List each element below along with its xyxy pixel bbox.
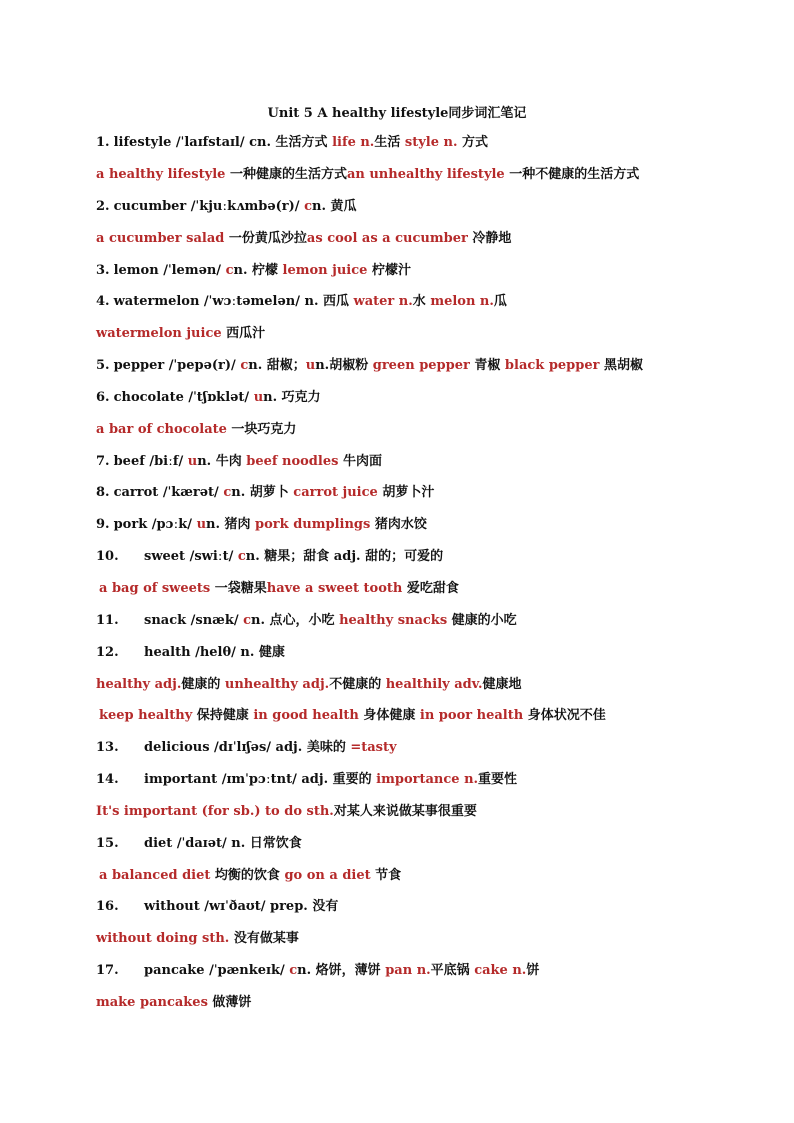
definition-text: important /ɪmˈpɔːtnt/ adj. 重要的: [144, 772, 377, 787]
phrase-text: style n.: [404, 135, 458, 150]
phrase-text: importance n.: [376, 772, 479, 787]
definition-text: snack /snæk/: [144, 613, 244, 628]
definition-text: delicious /dɪˈlɪʃəs/ adj. 美味的: [144, 740, 351, 755]
phrase-text: healthy adj.: [96, 677, 182, 692]
definition-text: without /wɪˈðaʊt/ prep. 没有: [144, 899, 339, 914]
definition-text: cucumber /ˈkjuːkʌmbə(r)/: [113, 199, 305, 214]
definition-text: 一块巧克力: [231, 422, 297, 437]
definition-text: sweet /swiːt/: [144, 549, 238, 564]
phrase-text: melon n.: [430, 294, 494, 309]
definition-text: 西瓜汁: [226, 326, 266, 341]
definition-text: diet /ˈdaɪət/ n. 日常饮食: [144, 836, 302, 851]
definition-text: pancake /ˈpænkeɪk/: [144, 963, 290, 978]
definition-text: watermelon /ˈwɔːtəmelən/ n. 西瓜: [113, 294, 354, 309]
entry-number: 10.: [96, 549, 119, 564]
definition-text: 一种不健康的生活方式: [509, 167, 640, 182]
vocab-phrase-line: [96, 325, 265, 343]
vocab-entry: [96, 644, 285, 662]
phrase-text: u: [305, 358, 316, 373]
definition-text: 胡萝卜汁: [382, 485, 435, 500]
definition-text: carrot /ˈkærət/: [113, 485, 224, 500]
definition-text: 身体状况不佳: [527, 708, 606, 723]
definition-text: 黑胡椒: [604, 358, 644, 373]
phrase-text: beef noodles: [246, 454, 343, 469]
vocab-phrase-line: [96, 676, 522, 694]
definition-text: n. 胡萝卜: [231, 485, 294, 500]
definition-text: 做薄饼: [212, 995, 252, 1010]
definition-text: n. 甜椒；: [248, 358, 306, 373]
definition-text: 没有做某事: [233, 931, 299, 946]
definition-text: n. 牛肉: [197, 454, 247, 469]
phrase-text: water n.: [353, 294, 413, 309]
entry-number: 2.: [96, 199, 110, 214]
vocab-phrase-line: [96, 166, 639, 184]
definition-text: n. 柠檬: [233, 263, 283, 278]
vocab-phrase-line: [96, 803, 477, 821]
entry-number: 1.: [96, 135, 110, 150]
entry-number: 13.: [96, 740, 119, 755]
definition-text: n. 糖果；甜食 adj. 甜的；可爱的: [245, 549, 444, 564]
phrase-text: as cool as a cucumber: [306, 231, 473, 246]
phrase-text: unhealthy adj.: [224, 677, 330, 692]
definition-text: 冷静地: [472, 231, 512, 246]
definition-text: 饼: [526, 963, 540, 978]
vocab-phrase-line: [96, 421, 296, 439]
vocab-entry: [96, 453, 382, 471]
phrase-text: c: [243, 613, 252, 628]
definition-text: 爱吃甜食: [406, 581, 459, 596]
entry-number: 5.: [96, 358, 110, 373]
vocab-entry: [96, 357, 643, 375]
phrase-text: pork dumplings: [255, 517, 375, 532]
vocab-entry: [96, 262, 411, 280]
vocab-entry: [96, 484, 434, 502]
entry-number: 9.: [96, 517, 110, 532]
phrase-text: black pepper: [504, 358, 605, 373]
entry-number: 12.: [96, 645, 119, 660]
phrase-text: c: [304, 199, 312, 214]
definition-text: beef /biːf/: [113, 454, 188, 469]
definition-text: n.胡椒粉: [315, 358, 373, 373]
definition-text: 青椒: [474, 358, 505, 373]
entry-number: 6.: [96, 390, 110, 405]
vocab-entry: [96, 962, 539, 980]
vocab-entry: [96, 771, 517, 789]
definition-text: 健康地: [482, 677, 522, 692]
phrase-text: c: [237, 549, 246, 564]
definition-text: 健康的小吃: [451, 613, 517, 628]
entry-number: 17.: [96, 963, 119, 978]
definition-text: n. 巧克力: [263, 390, 321, 405]
phrase-text: c: [225, 263, 234, 278]
phrase-text: green pepper: [372, 358, 475, 373]
definition-text: 一袋糖果: [214, 581, 267, 596]
phrase-text: a bar of chocolate: [96, 422, 232, 437]
definition-text: 节食: [375, 868, 402, 883]
entry-number: 14.: [96, 772, 119, 787]
phrase-text: c: [240, 358, 249, 373]
phrase-text: keep healthy: [99, 708, 197, 723]
entry-number: 16.: [96, 899, 119, 914]
definition-text: n. 黄瓜: [312, 199, 357, 214]
vocab-phrase-line: [96, 230, 511, 248]
definition-text: 均衡的饮食: [214, 868, 285, 883]
entry-number: 11.: [96, 613, 119, 628]
definition-text: lemon /ˈlemən/: [113, 263, 226, 278]
phrase-text: u: [187, 454, 198, 469]
phrase-text: cake n.: [474, 963, 527, 978]
definition-text: 瓜: [493, 294, 507, 309]
definition-text: 保持健康: [196, 708, 254, 723]
definition-text: chocolate /ˈtʃɒklət/: [113, 390, 254, 405]
entry-number: 7.: [96, 454, 110, 469]
definition-text: health /helθ/ n. 健康: [144, 645, 285, 660]
definition-text: lifestyle /ˈlaɪfstaɪl/ cn. 生活方式: [113, 135, 333, 150]
phrase-text: pan n.: [385, 963, 431, 978]
phrase-text: go on a diet: [284, 868, 376, 883]
vocab-entry: [96, 835, 302, 853]
phrase-text: carrot juice: [293, 485, 383, 500]
definition-text: 生活: [374, 135, 405, 150]
definition-text: 牛肉面: [342, 454, 382, 469]
definition-text: 一份黄瓜沙拉: [228, 231, 307, 246]
definition-text: 猪肉水饺: [374, 517, 427, 532]
phrase-text: healthily adv.: [385, 677, 483, 692]
phrase-text: in poor health: [419, 708, 528, 723]
vocab-entry: [96, 198, 357, 216]
definition-text: 重要性: [478, 772, 518, 787]
vocab-entry: [96, 134, 488, 152]
phrase-text: lemon juice: [282, 263, 372, 278]
phrase-text: an unhealthy lifestyle: [346, 167, 510, 182]
vocab-phrase-line: [96, 930, 299, 948]
phrase-text: without doing sth.: [96, 931, 234, 946]
definition-text: 平底锅: [430, 963, 475, 978]
phrase-text: healthy snacks: [339, 613, 452, 628]
phrase-text: u: [253, 390, 264, 405]
phrase-text: =tasty: [350, 740, 397, 755]
definition-text: pork /pɔːk/: [113, 517, 197, 532]
phrase-text: c: [289, 963, 298, 978]
definition-text: 对某人来说做某事很重要: [333, 804, 477, 819]
phrase-text: have a sweet tooth: [266, 581, 407, 596]
vocab-entry: [96, 516, 427, 534]
definition-text: pepper /ˈpepə(r)/: [113, 358, 241, 373]
phrase-text: a balanced diet: [99, 868, 215, 883]
entry-number: 4.: [96, 294, 110, 309]
definition-text: n. 烙饼，薄饼: [297, 963, 386, 978]
phrase-text: u: [196, 517, 207, 532]
entry-number: 3.: [96, 263, 110, 278]
phrase-text: c: [223, 485, 232, 500]
vocab-entry: [96, 898, 338, 916]
phrase-text: a healthy lifestyle: [96, 167, 230, 182]
vocab-entry: [96, 389, 321, 407]
phrase-text: in good health: [253, 708, 364, 723]
phrase-text: a bag of sweets: [99, 581, 215, 596]
phrase-text: life n.: [332, 135, 375, 150]
phrase-text: watermelon juice: [96, 326, 227, 341]
vocab-entry: [96, 612, 517, 630]
vocab-entry: [96, 293, 507, 311]
vocab-phrase-line: [99, 867, 401, 885]
definition-text: n. 点心，小吃: [251, 613, 340, 628]
vocab-phrase-line: [96, 994, 251, 1012]
vocab-phrase-line: [99, 707, 606, 725]
phrase-text: make pancakes: [96, 995, 213, 1010]
definition-text: 柠檬汁: [371, 263, 411, 278]
phrase-text: It's important (for sb.) to do sth.: [96, 804, 334, 819]
definition-text: 健康的: [181, 677, 225, 692]
definition-text: n. 猪肉: [206, 517, 256, 532]
vocab-entry: [96, 739, 397, 757]
definition-text: 方式: [457, 135, 488, 150]
definition-text: 水: [412, 294, 431, 309]
entry-number: 8.: [96, 485, 110, 500]
entry-number: 15.: [96, 836, 119, 851]
definition-text: 不健康的: [329, 677, 386, 692]
definition-text: 一种健康的生活方式: [229, 167, 347, 182]
page-title: Unit 5 A healthy lifestyle同步词汇笔记: [267, 106, 527, 121]
vocab-entry: [96, 548, 443, 566]
vocab-phrase-line: [99, 580, 459, 598]
phrase-text: a cucumber salad: [96, 231, 229, 246]
definition-text: 身体健康: [363, 708, 420, 723]
